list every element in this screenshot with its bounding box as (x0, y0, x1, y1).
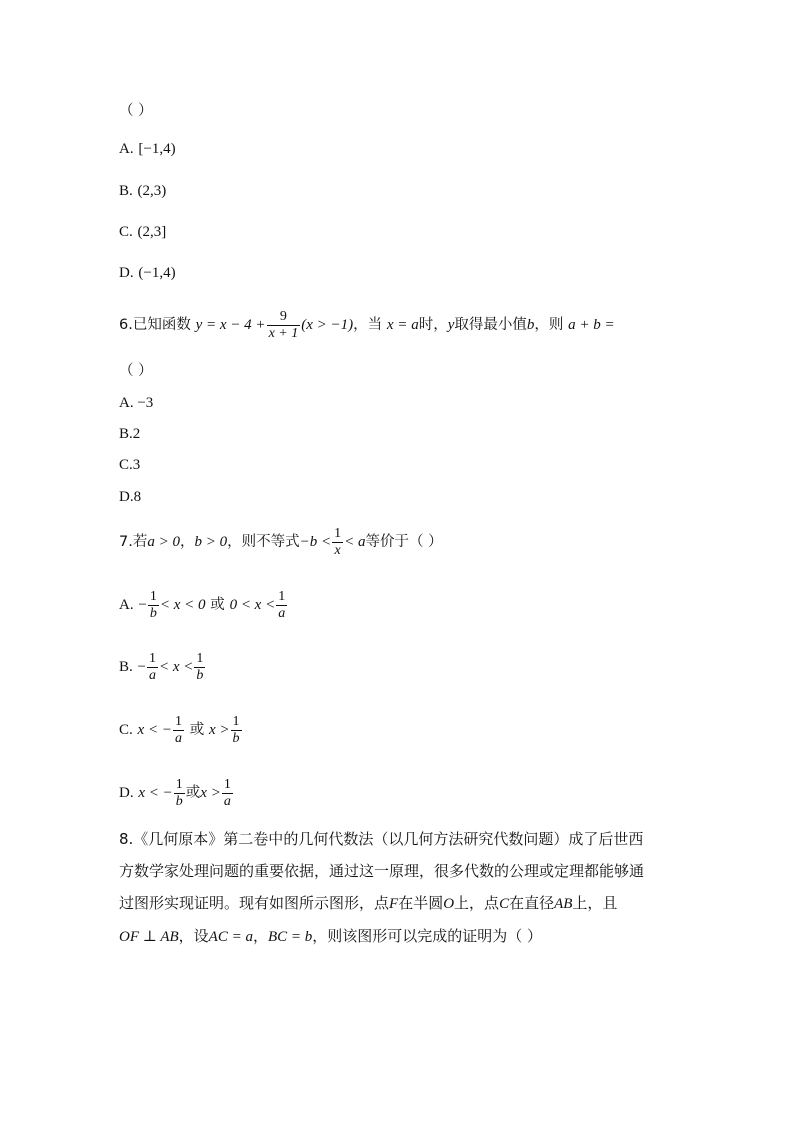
q5-option-c: C. (2,3] (119, 224, 167, 240)
q7-option-a: A. − $\frac{1}{b}$ < x < 0 或 0 < x < $\frac{1}{a}$ (119, 588, 286, 621)
q5-option-a: A. [−1,4) (119, 141, 176, 157)
q7-option-b: B. − $\frac{1}{a}$ < x < $\frac{1}{b}$ (119, 650, 204, 683)
q8-line-4: OF ⊥ AB，设AC = a，BC = b，则该图形可以完成的证明为（ ） (119, 927, 543, 945)
q5-option-b-value: (2,3) (137, 183, 167, 199)
q5-option-c-value: (2,3] (137, 224, 167, 240)
q6-fraction: $\frac{9}{x + 1}$ (268, 308, 299, 341)
q7-option-c: C. x < − $\frac{1}{a}$ 或 x > $\frac{1}{b}$ (119, 713, 240, 746)
q5-option-d: D. (−1,4) (119, 265, 176, 281)
q5-option-d-value: (−1,4) (138, 265, 176, 281)
q5-answer-paren: （ ） (119, 103, 153, 119)
q5-option-b: B. (2,3) (119, 183, 167, 199)
q6-option-c: C.3 (119, 457, 141, 473)
q6-stem: 6.已知函数 y = x − 4 + $\frac{9}{x + 1}$ (x > −1)，当 x = a时，y取得最小值b，则 a + b = (119, 308, 615, 341)
q6-option-d: D.8 (119, 489, 142, 505)
q6-option-b: B.2 (119, 426, 141, 442)
q8-stem (119, 823, 679, 953)
q6-answer-paren: （ ） (119, 363, 153, 379)
q8-line-1: 8.《几何原本》第二卷中的几何代数法（以几何方法研究代数问题）成了后世西 (119, 830, 644, 848)
q5-option-a-value: [−1,4) (138, 141, 176, 157)
q8-line-3: 过图形实现证明。现有如图所示图形，点F在半圆O上，点C在直径AB上，且 (119, 894, 618, 912)
q7-stem: 7.若a > 0，b > 0，则不等式−b < $\frac{1}{x}$ < a等价于（ ） (119, 525, 443, 558)
q6-function: y = x − 4 + (195, 317, 266, 333)
q6-option-a: A. −3 (119, 395, 154, 411)
q7-fraction: $\frac{1}{x}$ (334, 525, 342, 558)
q8-line-2: 方数学家处理问题的重要依据，通过这一原理，很多代数的公理或定理都能够通 (119, 862, 645, 880)
q7-option-d: D. x < − $\frac{1}{b}$ 或x > $\frac{1}{a}$ (119, 776, 231, 809)
